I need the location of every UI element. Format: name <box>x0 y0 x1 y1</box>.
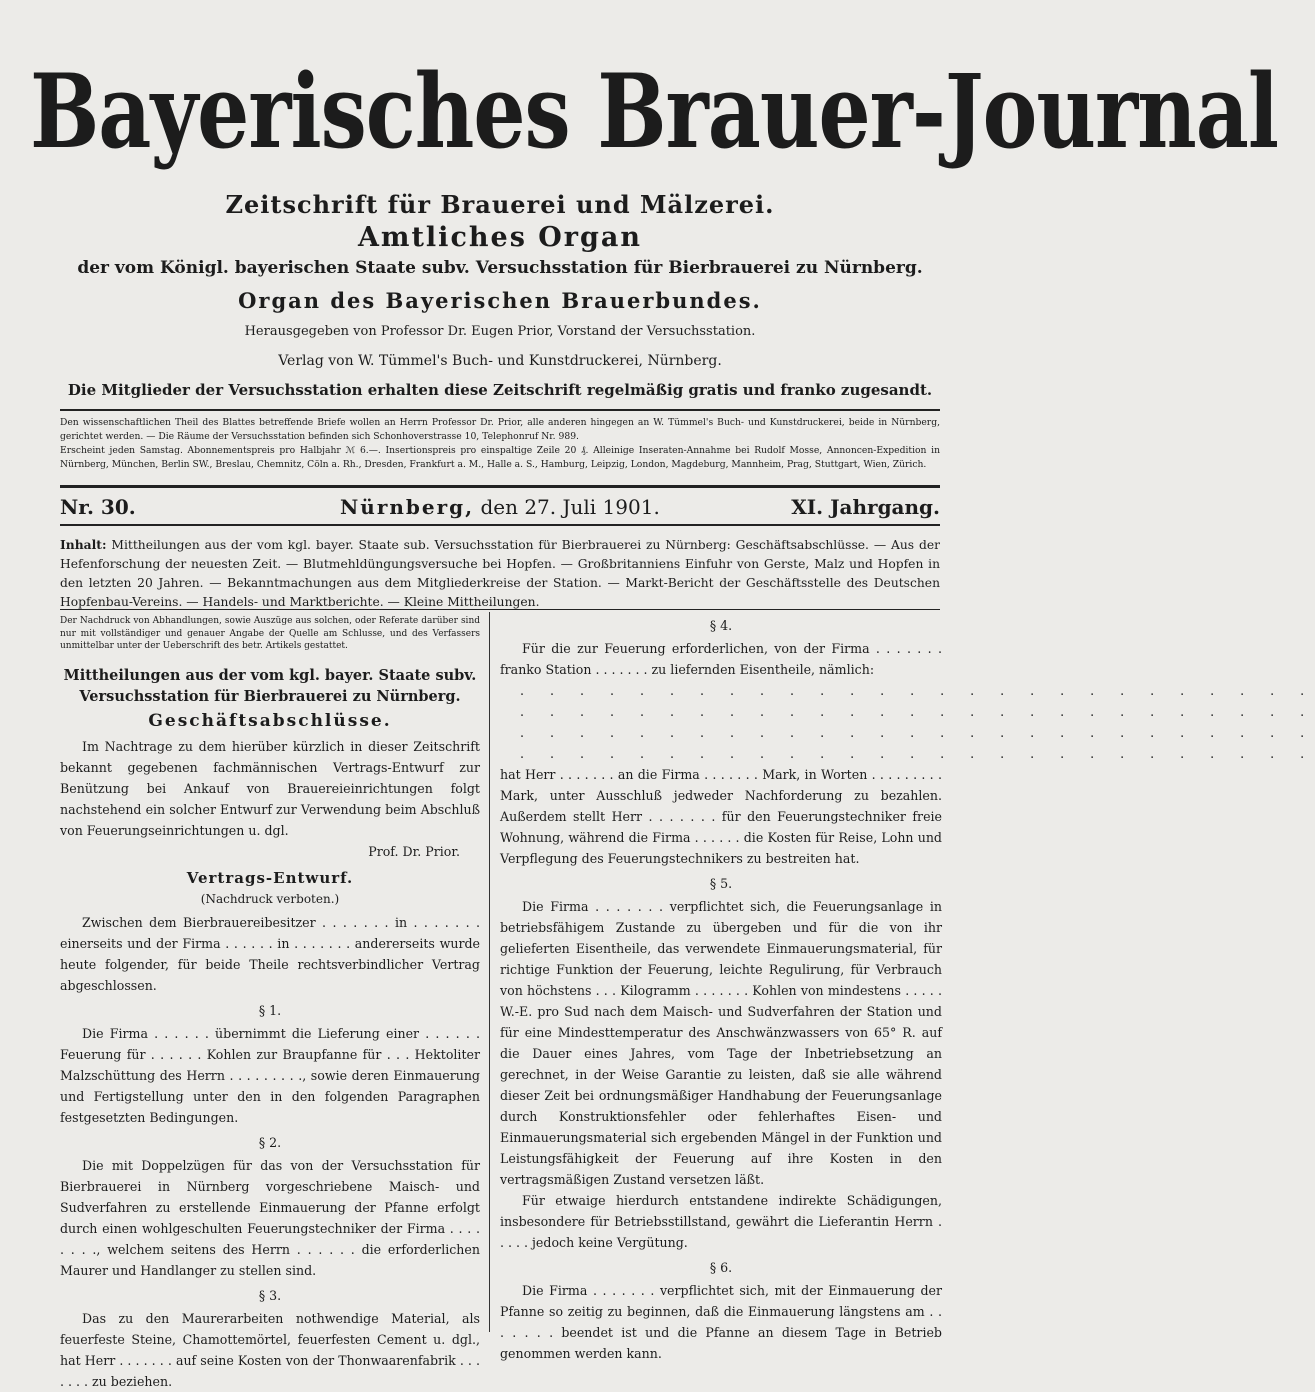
section-1-text: Die Firma . . . . . . übernimmt die Lieferung einer . . . . . . Feuerung für . . . . . . Kohlen zur Braupfanne für . . . Hektoliter Malzschüttung des Herrn . . . . . . . . ., sowie deren Einmauerung und Fertigstellung unter den in den folgenden Paragraphen festgesetzten Bedingungen. <box>60 1025 480 1125</box>
column-divider <box>489 612 490 1332</box>
masthead-title: Bayerisches Brauer-Journal <box>30 51 1279 172</box>
left-column <box>60 615 480 1392</box>
rule-toc-bottom <box>60 609 940 610</box>
section-4-text: Für die zur Feuerung erforderlichen, von der Firma . . . . . . . franko Station . . . . . . . zu liefernden Eisentheile, nämlich: <box>500 641 942 677</box>
article-subtitle: Geschäftsabschlüsse. <box>148 710 392 731</box>
article-title: Mittheilungen aus der vom kgl. bayer. Staate subv. Versuchsstation für Bierbrauerei zu Nürnberg. <box>63 666 477 705</box>
dot-line: . . . . . . . . . . . . . . . . . . . . . . . . . . . <box>520 704 1315 719</box>
issue-city: Nürnberg, <box>340 495 475 519</box>
section-6-text: Die Firma . . . . . . . verpflichtet sich, mit der Einmauerung der Pfanne so zeitig zu beginnen, daß die Einmauerung längstens am . . . . . . . beendet ist und die Pfanne an diesem Tage in Betrieb genommen werden kann. <box>500 1283 942 1361</box>
section-4-text-continued: hat Herr . . . . . . . an die Firma . . . . . . . Mark, in Worten . . . . . . . . . Mark, unter Ausschluß jedweder Nachforderung zu bezahlen. Außerdem stellt Herr . . . . . . . für den Feuerungstechniker freie Wohnung, während die Firma . . . . . . die Kosten für Reise, Lohn und Verpflegung des Feuerungstechnikers zu bestreiten hat. <box>500 767 942 866</box>
toc-label: Inhalt: <box>60 537 107 552</box>
notice-subscription: Erscheint jeden Samstag. Abonnementspreis pro Halbjahr ℳ 6.—. Insertionspreis pro einspaltige Zeile 20 ₰. Alleinige Inseraten-Annahme bei Rudolf Mosse, Annoncen-Expedition in Nürnberg, München, Berlin SW., Breslau, Chemnitz, Cöln a. Rh., Dresden, Frankfurt a. M., Halle a. S., Hamburg, Leipzig, London, Magdeburg, Mannheim, Prag, Stuttgart, Wien, Zürich. <box>60 445 940 470</box>
contract-intro: Zwischen dem Bierbrauereibesitzer . . . . . . . in . . . . . . . einerseits und der Firma . . . . . . in . . . . . . . andererseits wurde heute folgender, für beide Theile rechtsverbindlicher Vertrag abgeschlossen. <box>60 914 480 993</box>
table-of-contents <box>60 535 940 612</box>
section-3-text: Das zu den Maurerarbeiten nothwendige Material, als feuerfeste Steine, Chamottemörtel, feuerfesten Cement u. dgl., hat Herr . . . . . . . auf seine Kosten von der Thonwaarenfabrik . . . . . . . zu beziehen. <box>60 1310 480 1389</box>
organ-heading: Amtliches Organ <box>357 222 643 253</box>
article-intro: Im Nachtrage zu dem hierüber kürzlich in dieser Zeitschrift bekannt gegebenen fachmännischen Vertrags-Entwurf zur Benützung bei Ankauf von Brauereieinrichtungen folgt nachstehend ein solcher Entwurf zur Verwendung beim Abschluß von Feuerungseinrichtungen u. dgl. <box>60 738 480 838</box>
dot-line: . . . . . . . . . . . . . . . . . . . . . . . . . . . <box>520 746 1315 761</box>
publisher-line: Verlag von W. Tümmel's Buch- und Kunstdruckerei, Nürnberg. <box>278 353 722 369</box>
section-4-heading: § 4. <box>709 618 733 633</box>
rule-issue-top <box>60 485 940 488</box>
contract-title: Vertrags-Entwurf. <box>186 868 354 887</box>
section-1-heading: § 1. <box>258 1002 282 1018</box>
dot-line: . . . . . . . . . . . . . . . . . . . . . . . . . . . <box>520 725 1315 740</box>
article-signature: Prof. Dr. Prior. <box>368 843 460 859</box>
issue-year: XI. Jahrgang. <box>791 495 940 519</box>
section-6-heading: § 6. <box>709 1260 733 1275</box>
rule-issue-bottom <box>60 524 940 526</box>
right-column <box>500 615 1315 1364</box>
reprint-notice: Der Nachdruck von Abhandlungen, sowie Auszüge aus solchen, oder Referate darüber sind nur mit vollständiger und genauer Angabe der Quelle am Schlusse, und des Verfassers unmittelbar unter der Ueberschrift des betr. Artikels gestattet. <box>60 616 480 651</box>
section-3-heading: § 3. <box>258 1287 282 1303</box>
organ-brauerbund: Organ des Bayerischen Brauerbundes. <box>238 288 762 313</box>
masthead-subtitle: Zeitschrift für Brauerei und Mälzerei. <box>225 190 775 219</box>
section-5-text-continued: Für etwaige hierdurch entstandene indirekte Schädigungen, insbesondere für Betriebsstillstand, gewährt die Lieferantin Herrn . . . . . jedoch keine Vergütung. <box>500 1193 942 1250</box>
rule-top <box>60 409 940 411</box>
section-2-text: Die mit Doppelzügen für das von der Versuchsstation für Bierbrauerei in Nürnberg vorgeschriebene Maisch- und Sudverfahren zu erstellende Einmauerung der Pfanne erfolgt durch einen wohlgeschulten Feuerungstechniker der Firma . . . . . . . ., welchem seitens des Herrn . . . . . . die erforderlichen Maurer und Handlanger zu stellen sind. <box>60 1157 480 1278</box>
publication-notice <box>60 416 940 472</box>
dot-line: . . . . . . . . . . . . . . . . . . . . . . . . . . . <box>520 683 1315 698</box>
organ-line: der vom Königl. bayerischen Staate subv. Versuchsstation für Bierbrauerei zu Nürnberg. <box>77 258 923 278</box>
notice-correspondence: Den wissenschaftlichen Theil des Blattes betreffende Briefe wollen an Herrn Professor Dr. Prior, alle anderen hingegen an W. Tümmel's Buch- und Kunstdruckerei, beide in Nürnberg, gerichtet werden. — Die Räume der Versuchsstation befinden sich Schonhoverstrasse 10, Telephonruf Nr. 989. <box>60 417 940 442</box>
section-2-heading: § 2. <box>258 1134 282 1150</box>
toc-text: Mittheilungen aus der vom kgl. bayer. Staate sub. Versuchsstation für Bierbrauerei zu Nürnberg: Geschäftsabschlüsse. — Aus der Hefenforschung der neuesten Zeit. — Blutmehldüngungsversuche bei Hopfen. — Großbritanniens Einfuhr von Gerste, Malz und Hopfen in den letzten 20 Jahren. — Bekanntmachungen aus dem Mitgliederkreise der Station. — Markt-Bericht der Geschäftsstelle des Deutschen Hopfenbau-Vereins. — Handels- und Marktberichte. — Kleine Mittheilungen. <box>60 538 940 609</box>
section-5-text: Die Firma . . . . . . . verpflichtet sich, die Feuerungsanlage in betriebsfähigem Zustande zu übergeben und für die von ihr gelieferten Eisentheile, das verwendete Einmauerungsmaterial, für richtige Funktion der Feuerung, leichte Regulirung, für Verbrauch von höchstens . . . Kilogramm . . . . . . . Kohlen von mindestens . . . . . W.-E. pro Sud nach dem Maisch- und Sudverfahren der Station und für eine Mindesttemperatur des Anschwänzwassers von 65° R. auf die Dauer eines Jahres, vom Tage der Inbetriebsetzung an gerechnet, in der Weise Garantie zu leisten, daß sie alle während dieser Zeit bei ordnungsmäßiger Handhabung der Feuerungsanlage durch Konstruktionsfehler oder fehlerhaftes Eisen- und Einmauerungsmaterial sich ergebenden Mängel in der Funktion und Leistungsfähigkeit der Feuerung auf ihre Kosten in den vertragsmäßigen Zustand versetzen läßt. <box>500 899 942 1187</box>
section-5-heading: § 5. <box>709 876 733 891</box>
contract-note: (Nachdruck verboten.) <box>200 891 340 906</box>
issue-dateline <box>340 495 660 519</box>
members-notice: Die Mitglieder der Versuchsstation erhalten diese Zeitschrift regelmäßig gratis und franko zugesandt. <box>67 381 933 399</box>
issue-date: den 27. Juli 1901. <box>480 495 660 519</box>
editor-line: Herausgegeben von Professor Dr. Eugen Prior, Vorstand der Versuchsstation. <box>244 324 756 339</box>
issue-number: Nr. 30. <box>60 495 136 519</box>
